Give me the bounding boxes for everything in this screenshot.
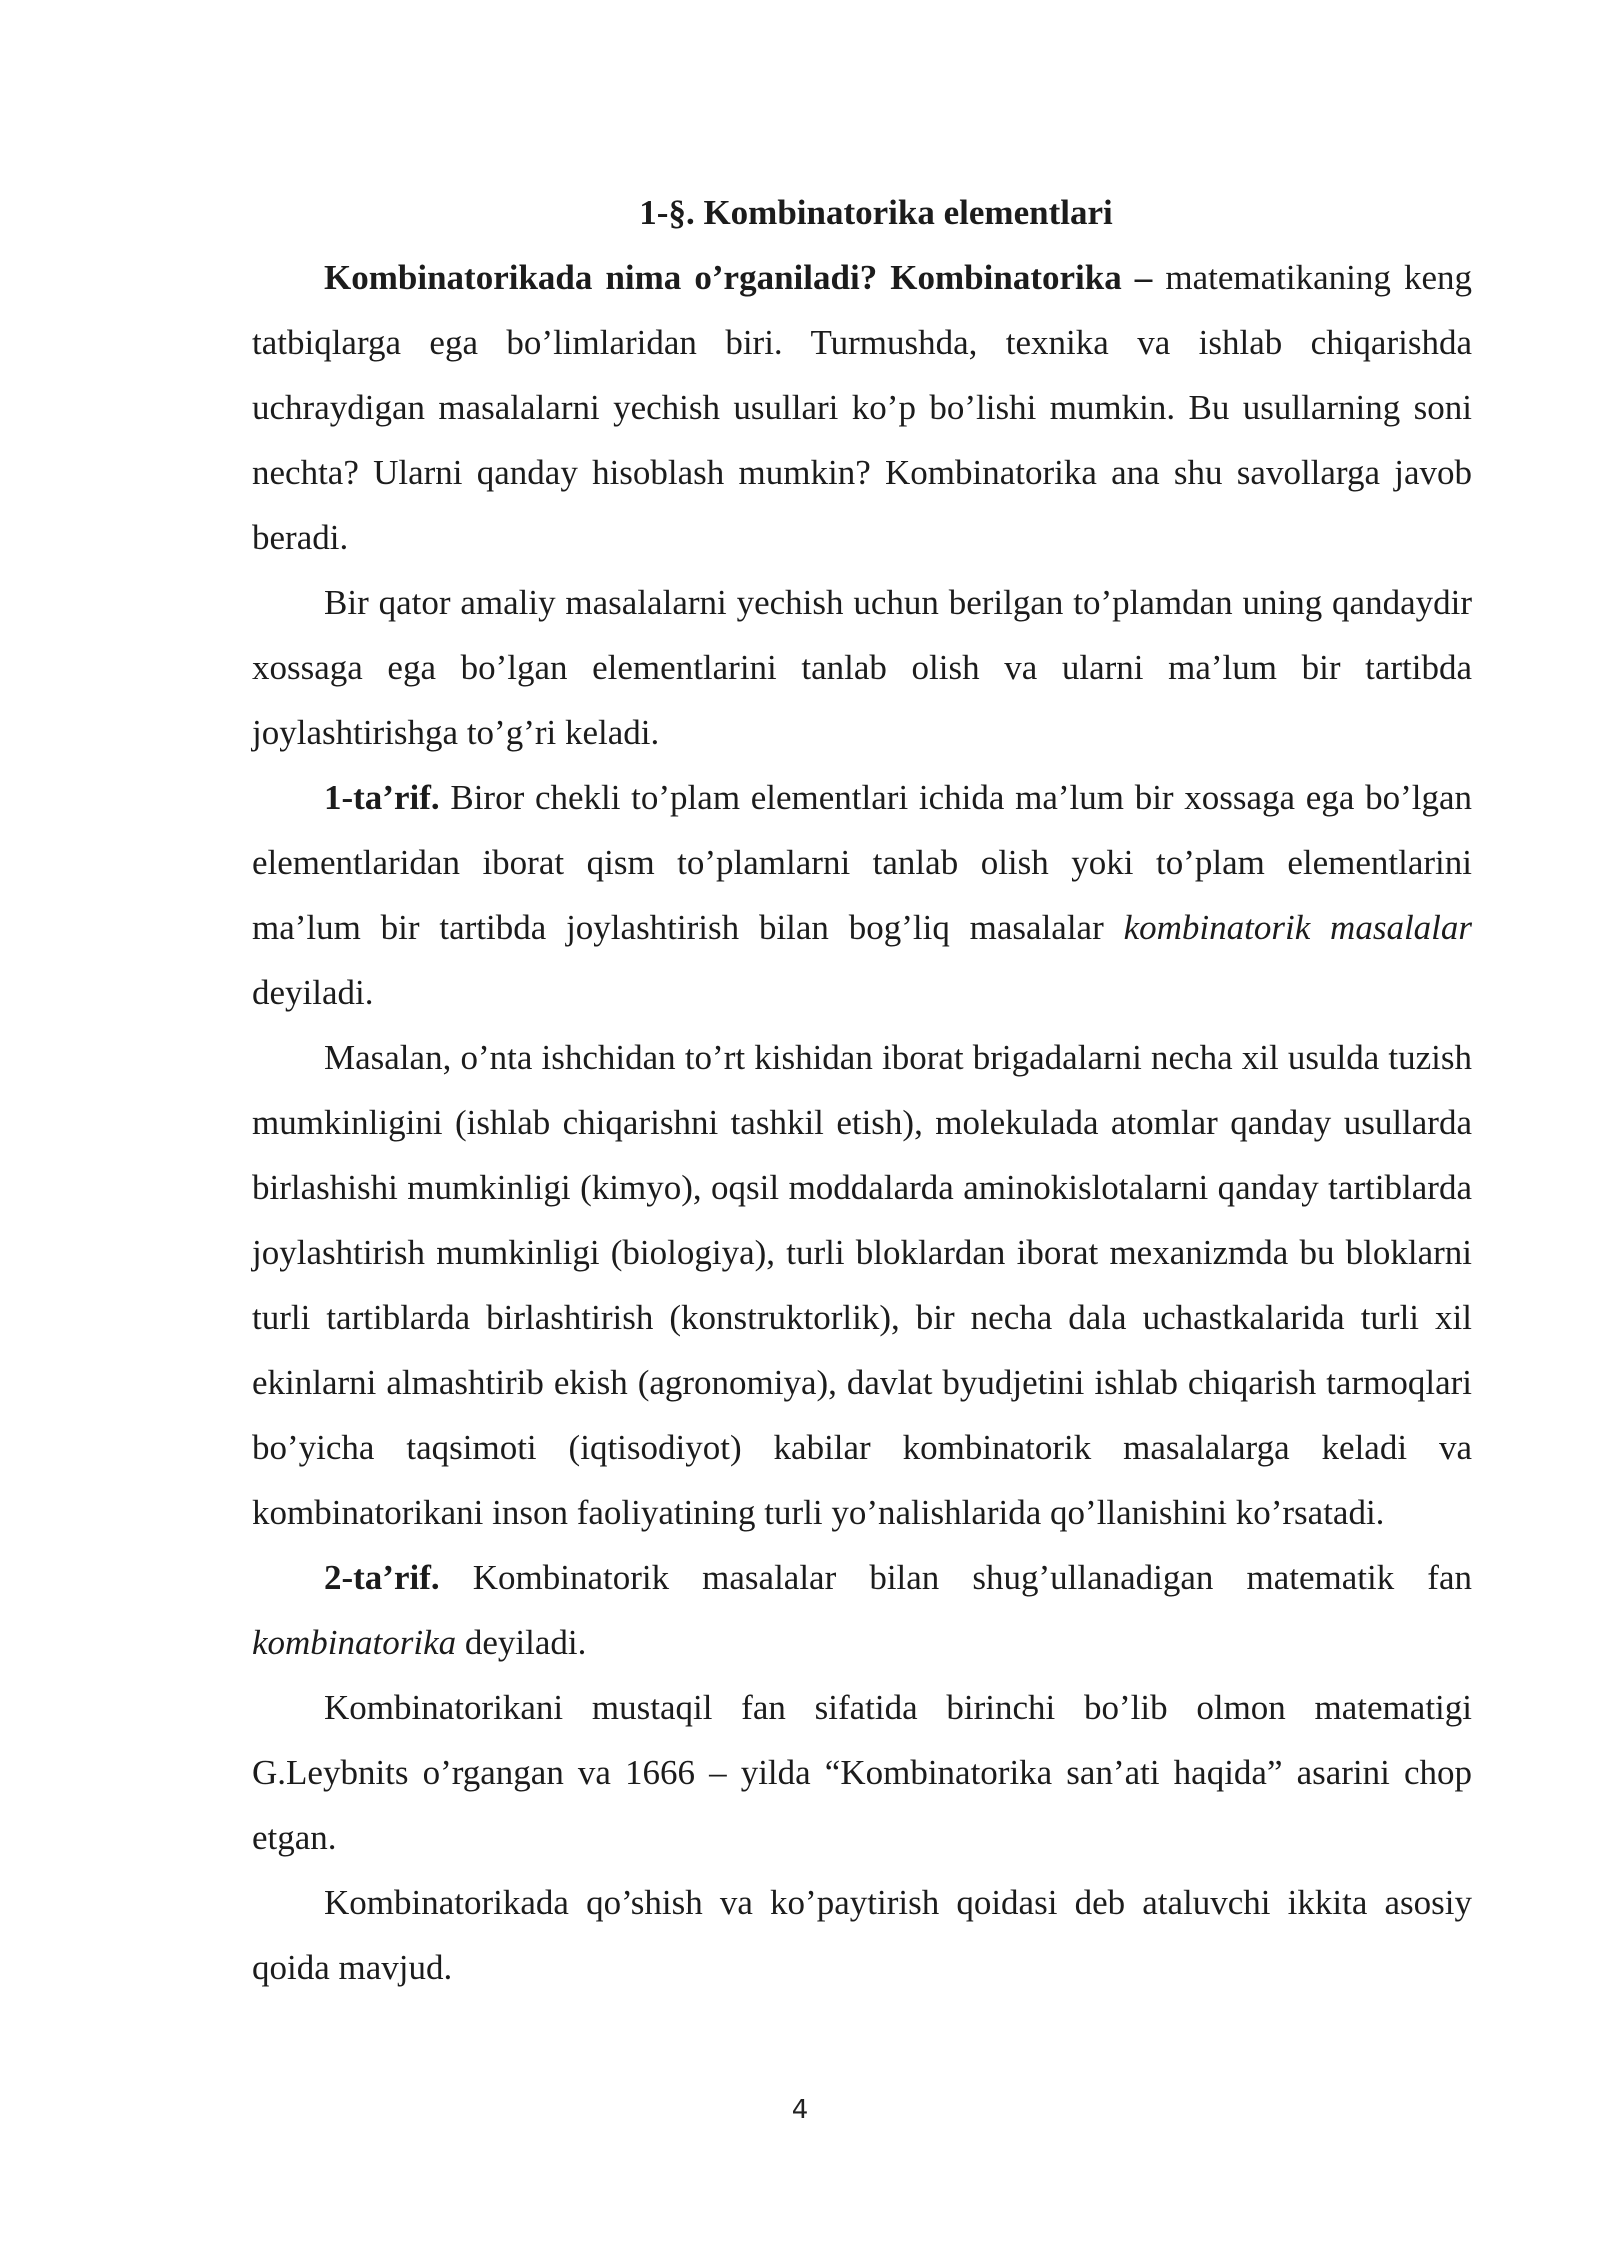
document-page [252, 180, 1472, 2000]
definition-1-label: 1-ta’rif. [324, 778, 440, 817]
question-heading: Kombinatorikada nima o’rganiladi? [324, 258, 878, 297]
page-number: 4 [791, 2095, 809, 2125]
paragraph-rules-text: Kombinatorikada qo’shish va ko’paytirish qoidasi deb ataluvchi ikkita asosiy qoida mavjud. [252, 1883, 1472, 1987]
definition-2-tail: deyiladi. [464, 1623, 587, 1662]
definition-2 [252, 1545, 1472, 1675]
definition-2-label: 2-ta’rif. [324, 1558, 440, 1597]
paragraph-rules [252, 1870, 1472, 2000]
definition-1-term: kombinatorik masalalar [1123, 908, 1473, 947]
paragraph-intro-text: matematikaning keng tatbiqlarga ega bo’limlaridan biri. Turmushda, texnika va ishlab chiqarishda uchraydigan masalalarni yechish usullari ko’p bo’lishi mumkin. Bu usullarning soni nechta? Ularni qanday hisoblash mumkin? Kombinatorika ana shu savollarga javob beradi. [252, 258, 1472, 557]
section-heading: 1-§. Kombinatorika elementlari [639, 193, 1113, 232]
paragraph-examples [252, 1025, 1472, 1545]
definition-1-text: Biror chekli to’plam elementlari ichida ma’lum bir xossaga ega bo’lgan elementlaridan iborat qism to’plamlarni tanlab olish yoki to’plam elementlarini ma’lum bir tartibda joylashtirish bilan bog’liq masalalar [252, 778, 1472, 947]
paragraph-selection [252, 570, 1472, 765]
paragraph-history [252, 1675, 1472, 1870]
term-kombinatorika: Kombinatorika – [890, 258, 1153, 297]
definition-1-tail: deyiladi. [252, 973, 374, 1012]
paragraph-selection-text: Bir qator amaliy masalalarni yechish uchun berilgan to’plamdan uning qandaydir xossaga ega bo’lgan elementlarini tanlab olish va ularni ma’lum bir tartibda joylashtirishga to’g’ri keladi. [252, 583, 1472, 752]
paragraph-examples-text: Masalan, o’nta ishchidan to’rt kishidan iborat brigadalarni necha xil usulda tuzish mumkinligini (ishlab chiqarishni tashkil etish), molekulada atomlar qanday usullarda birlashishi mumkinligi (kimyo), oqsil moddalarda aminokislotalarni qanday tartiblarda joylashtirish mumkinligi (biologiya), turli bloklardan iborat mexanizmda bu bloklarni turli tartiblarda birlashtirish (konstruktorlik), bir necha dala uchastkalarida turli xil ekinlarni almashtirib ekish (agronomiya), davlat byudjetini ishlab chiqarish tarmoqlari bo’yicha taqsimoti (iqtisodiyot) kabilar kombinatorik masalalarga keladi va kombinatorikani inson faoliyatining turli yo’nalishlarida qo’llanishini ko’rsatadi. [252, 1038, 1472, 1532]
definition-1 [252, 765, 1472, 1025]
definition-2-term: kombinatorika [252, 1623, 457, 1662]
definition-2-text: Kombinatorik masalalar bilan shug’ullanadigan matematik fan [472, 1558, 1472, 1597]
paragraph-history-text: Kombinatorikani mustaqil fan sifatida birinchi bo’lib olmon matematigi G.Leybnits o’rgangan va 1666 – yilda “Kombinatorika san’ati haqida” asarini chop etgan. [252, 1688, 1472, 1857]
paragraph-intro [252, 245, 1472, 570]
